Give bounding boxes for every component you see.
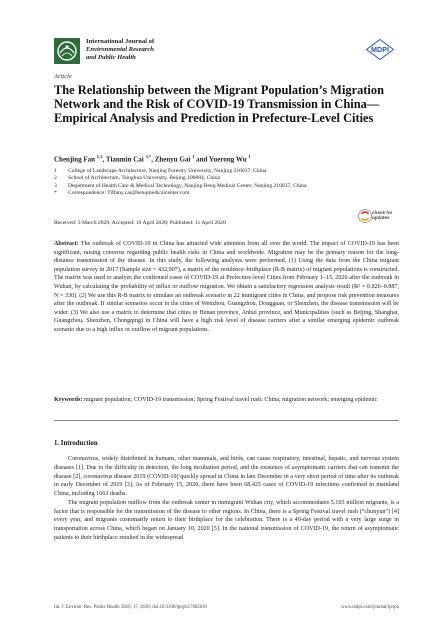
journal-name xyxy=(86,38,154,62)
author-name[interactable]: Tianmin Cai xyxy=(105,155,144,164)
publication-dates: Received: 3 March 2020; Accepted: 10 April 2020; Published: 11 April 2020 xyxy=(54,220,226,226)
affiliation-item xyxy=(54,190,399,197)
affiliation-list xyxy=(54,168,399,198)
affiliation-item xyxy=(54,175,399,182)
author-affil-mark: 1 xyxy=(248,154,251,159)
check-for-updates-label[interactable] xyxy=(372,210,392,220)
check-for-updates-line2: updates xyxy=(372,215,390,221)
journal-name-line1: International Journal of xyxy=(86,38,155,45)
journal-name-line2: Environmental Research xyxy=(86,46,154,53)
journal-logo-icon xyxy=(54,38,80,64)
footer-citation: Int. J. Environ. Res. Public Health 2020, 17, 2630; doi:10.3390/ijerph17082630 xyxy=(54,605,207,610)
abstract-text: The outbreak of COVID-19 in China has attracted wide attention from all over the world. The impact of COVID-19 has been significant, raising concerns regarding public health risks in China and worldwide. Migration may be the primary reason for the long-distance transmission of the disease. In this study, the following analyses were performed. (1) Using the data from the China migrant population survey in 2017 (Sample size = 432,907), a matrix of the residence–birthplace (R-B matrix) of migrant populations is constructed. The matrix was used to analyze the confirmed cases of COVID-19 at Prefecture-level Cities from February 1–15, 2020 after the outbreak in Wuhan, by calculating the probability of influx or outflow migration. We obtain a satisfactory regression analysis result (R² = 0.826–0.887, N = 330). (2) We use this R-B matrix to simulate an outbreak scenario in 22 immigrant cities in China, and propose risk prevention measures after the outbreak. If similar scenarios occur in the cities of Wenzhou, Guangzhou, Dongguan, or Shenzhen, the disease transmission will be wider. (3) We also use a matrix to determine that cities in Henan province, Anhui province, and Municipalities (such as Beijing, Shanghai, Guangzhou, Shenzhen, Chongqing) in China will have a high risk level of disease carriers after a similar emerging epidemic outbreak scenario due to a high influx or outflow of migrant populations. xyxy=(54,241,399,333)
mdpi-logo xyxy=(366,39,394,60)
author-name[interactable]: Chenjing Fan xyxy=(54,155,96,164)
keywords-label: Keywords: xyxy=(54,397,83,403)
keywords xyxy=(54,396,399,405)
body-paragraph: Coronavirus, widely distributed in humans, other mammals, and birds, can cause respiratory, intestinal, hepatic, and nervous system diseases [1]. Due to the difficulty in detection, the long incubation period, and the existence of asymptomatic carriers that can transmit the disease [2], coronavirus disease 2019 (COVID-19) quickly spread in China in late December in a very short period of time after its outbreak in early December of 2019 [3]. As of February 15, 2020, there have been 68,425 cases of COVID-19 infections confirmed in mainland China, including 1663 deaths. xyxy=(54,456,399,497)
footer-journal-link[interactable]: www.mdpi.com/journal/ijerph xyxy=(340,605,399,610)
affiliation-mark: 2 xyxy=(54,175,57,182)
affiliation-mark: 3 xyxy=(54,182,57,189)
affiliation-mark: * xyxy=(54,190,57,197)
journal-name-line3: and Public Health xyxy=(86,54,136,61)
abstract-label: Abstract: xyxy=(54,241,79,247)
mdpi-logo-text: MDPI xyxy=(371,45,389,55)
article-type-label: Article xyxy=(54,73,72,80)
article-title: The Relationship between the Migrant Population’s Migration Network and the Risk of COVID-19 Transmission in China—Empirical Analysis and Prediction in Prefecture-Level Cities xyxy=(54,83,384,125)
page-footer xyxy=(54,605,399,610)
author-affil-mark: 1 xyxy=(192,154,195,159)
check-for-updates-line1: check for xyxy=(372,210,393,215)
correspondence-email[interactable]: Correspondence: Tiffany.cai@benqmedicalcenter.com xyxy=(68,190,190,197)
affiliation-text: Department of Health Care & Medical Technology, Nanjing Benq Medical Center, Nanjing 210037, China xyxy=(68,182,307,189)
keywords-text: migrant population; COVID-19 transmission; Spring Festival travel rush; China; migration network; emerging epidemic xyxy=(83,397,378,403)
section-divider xyxy=(54,420,399,421)
affiliation-text: College of Landscape Architecture, Nanjing Forestry University, Nanjing 210037, China xyxy=(68,168,267,174)
author-affil-mark: 1,2 xyxy=(96,154,103,159)
introduction-body xyxy=(54,455,399,543)
affiliation-text: School of Architecture, Tsinghua University, Beijing 100084, China xyxy=(68,175,221,182)
author-list: Chenjing Fan $^{1,2}$, Tianmin Cai $^{3,*}$, Zhenyu Gai $^1$ and Yuerong Wu $^1$ xyxy=(54,154,251,164)
abstract xyxy=(54,240,399,335)
author-name[interactable]: Yuerong Wu xyxy=(208,155,247,164)
author-affil-mark: 3,* xyxy=(145,154,152,159)
affiliation-mark: 1 xyxy=(54,168,57,174)
body-paragraph: The migrant population outflow from the outbreak center in immigrant Wuhan city, which accommodates 5.103 million migrants, is a factor that is responsible for the transmission of the disease to other regions. In China, there is a Spring Festival travel rush (“chunyun”) [4] every year, and migrants customarily return to their birthplace for the celebration. There is a 40-day period with a very large surge in transportation across China, which began on January 10, 2020 [5]. In the national transmission of COVID-19, the return of asymptomatic patients to their birthplace resulted in the widespread xyxy=(54,499,399,541)
author-name[interactable]: Zhenyu Gai xyxy=(154,155,191,164)
section-heading: 1. Introduction xyxy=(54,440,98,447)
